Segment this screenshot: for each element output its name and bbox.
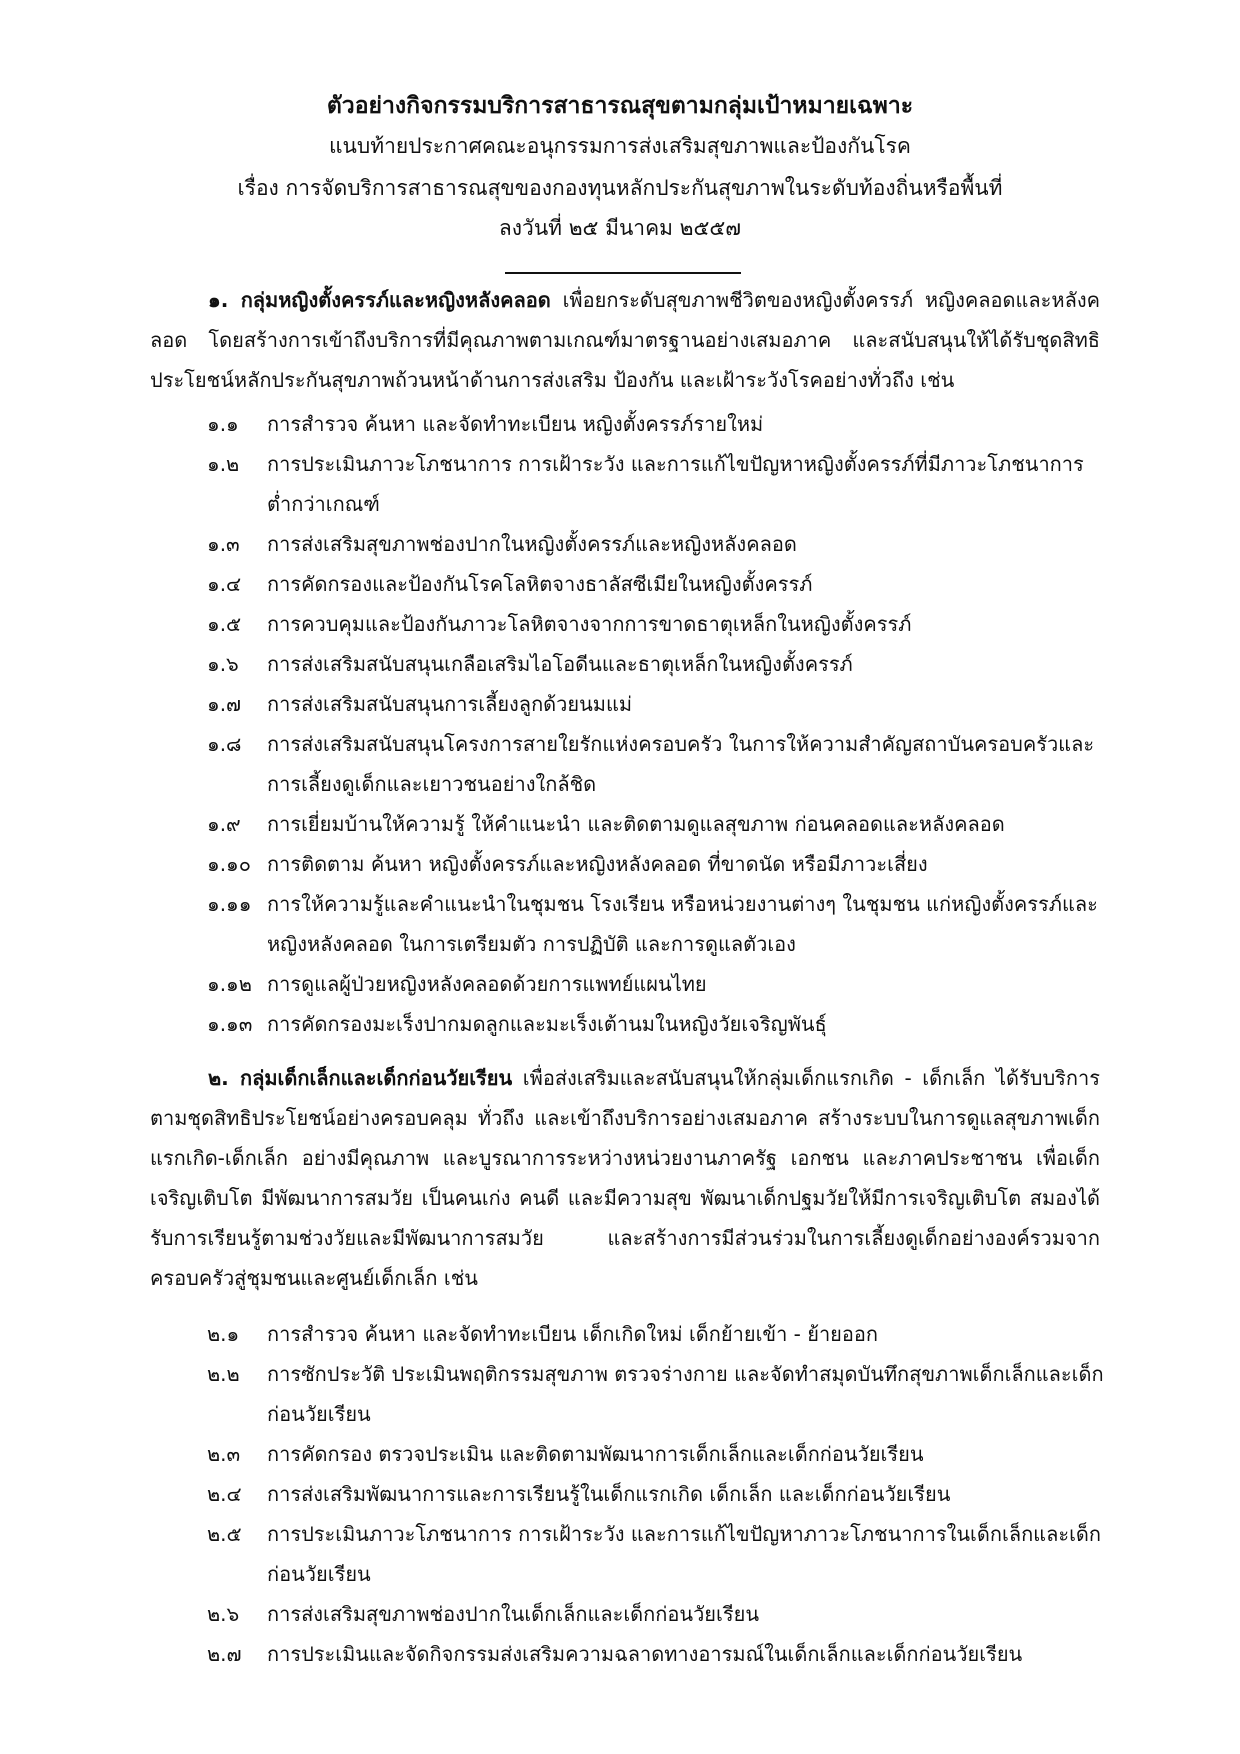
item-number: ๒.๒ xyxy=(207,1362,240,1386)
item-text: การคัดกรองและป้องกันโรคโลหิตจางธาลัสซีเมียในหญิงตั้งครรภ์ xyxy=(267,572,813,596)
item-text: การส่งเสริมสนับสนุนเกลือเสริมไอโอดีนและธาตุเหล็กในหญิงตั้งครรภ์ xyxy=(267,652,853,676)
item-text: การส่งเสริมสุขภาพช่องปากในเด็กเล็กและเด็กก่อนวัยเรียน xyxy=(267,1602,759,1626)
item-number: ๒.๑ xyxy=(207,1322,240,1346)
item-number: ๑.๙ xyxy=(207,812,241,836)
section-1-body: เพื่อยกระดับสุขภาพชีวิตของหญิงตั้งครรภ์ หญิงคลอดและหลังคลอด โดยสร้างการเข้าถึงบริการที่มีคุณภาพตามเกณฑ์มาตรฐานอย่างเสมอภาค และสนับสนุนให้ได้รับชุดสิทธิประโยชน์หลักประกันสุขภาพถ้วนหน้าด้านการส่งเสริม ป้องกัน และเฝ้าระวังโรคอย่างทั่วถึง เช่น xyxy=(150,288,1100,392)
item-text: การควบคุมและป้องกันภาวะโลหิตจางจากการขาดธาตุเหล็กในหญิงตั้งครรภ์ xyxy=(267,612,912,636)
item-number: ๑.๕ xyxy=(207,612,242,636)
item-number: ๑.๓ xyxy=(207,532,240,556)
item-text: การประเมินภาวะโภชนาการ การเฝ้าระวัง และการแก้ไขปัญหาภาวะโภชนาการในเด็กเล็กและเด็กก่อนวัยเรียน xyxy=(267,1522,1102,1586)
item-text: การส่งเสริมพัฒนาการและการเรียนรู้ในเด็กแรกเกิด เด็กเล็ก และเด็กก่อนวัยเรียน xyxy=(267,1482,951,1506)
item-number: ๒.๗ xyxy=(207,1642,242,1666)
item-text: การส่งเสริมสนับสนุนการเลี้ยงลูกด้วยนมแม่ xyxy=(267,692,633,716)
item-text: การประเมินและจัดกิจกรรมส่งเสริมความฉลาดทางอารมณ์ในเด็กเล็กและเด็กก่อนวัยเรียน xyxy=(267,1642,1023,1666)
item-text: การสำรวจ ค้นหา และจัดทำทะเบียน หญิงตั้งครรภ์รายใหม่ xyxy=(267,412,764,436)
title-divider xyxy=(505,272,741,274)
section-2-heading: ๒. กลุ่มเด็กเล็กและเด็กก่อนวัยเรียน xyxy=(208,1066,513,1090)
item-text: การส่งเสริมสุขภาพช่องปากในหญิงตั้งครรภ์และหญิงหลังคลอด xyxy=(267,532,797,556)
item-number: ๑.๒ xyxy=(207,452,240,476)
item-text: การซักประวัติ ประเมินพฤติกรรมสุขภาพ ตรวจร่างกาย และจัดทำสมุดบันทึกสุขภาพเด็กเล็กและเด็กก่อนวัยเรียน xyxy=(267,1362,1104,1426)
item-number: ๑.๑ xyxy=(207,412,239,436)
item-number: ๑.๑๓ xyxy=(207,1012,253,1036)
item-number: ๑.๖ xyxy=(207,652,239,676)
item-text: การคัดกรอง ตรวจประเมิน และติดตามพัฒนาการเด็กเล็กและเด็กก่อนวัยเรียน xyxy=(267,1442,924,1466)
item-text: การติดตาม ค้นหา หญิงตั้งครรภ์และหญิงหลังคลอด ที่ขาดนัด หรือมีภาวะเสี่ยง xyxy=(267,852,928,876)
section-2-body: เพื่อส่งเสริมและสนับสนุนให้กลุ่มเด็กแรกเกิด - เด็กเล็ก ได้รับบริการตามชุดสิทธิประโยชน์อย่างครอบคลุม ทั่วถึง และเข้าถึงบริการอย่างเสมอภาค สร้างระบบในการดูแลสุขภาพเด็กแรกเกิด-เด็กเล็ก อย่างมีคุณภาพ และบูรณาการระหว่างหน่วยงานภาครัฐ เอกชน และภาคประชาชน เพื่อเด็กเจริญเติบโต มีพัฒนาการสมวัย เป็นคนเก่ง คนดี และมีความสุข พัฒนาเด็กปฐมวัยให้มีการเจริญเติบโต สมองได้รับการเรียนรู้ตามช่วงวัยและมีพัฒนาการสมวัย และสร้างการมีส่วนร่วมในการเลี้ยงดูเด็กอย่างองค์รวมจากครอบครัวสู่ชุมชนและศูนย์เด็กเล็ก เช่น xyxy=(150,1066,1101,1290)
section-1-paragraph xyxy=(150,280,1100,400)
item-text: การให้ความรู้และคำแนะนำในชุมชน โรงเรียน หรือหน่วยงานต่างๆ ในชุมชน แก่หญิงตั้งครรภ์และหญิงหลังคลอด ในการเตรียมตัว การปฏิบัติ และการดูแลตัวเอง xyxy=(267,892,1098,956)
subtitle-date: ลงวันที่ ๒๕ มีนาคม ๒๕๕๗ xyxy=(498,216,742,240)
item-number: ๒.๖ xyxy=(207,1602,240,1626)
item-number: ๑.๗ xyxy=(207,692,242,716)
item-number: ๑.๑๒ xyxy=(207,972,252,996)
item-number: ๑.๑๑ xyxy=(207,892,252,916)
section-1-heading: ๑. กลุ่มหญิงตั้งครรภ์และหญิงหลังคลอด xyxy=(208,288,551,312)
item-text: การส่งเสริมสนับสนุนโครงการสายใยรักแห่งครอบครัว ในการให้ความสำคัญสถาบันครอบครัวและการเลี้ยงดูเด็กและเยาวชนอย่างใกล้ชิด xyxy=(267,732,1095,796)
item-text: การประเมินภาวะโภชนาการ การเฝ้าระวัง และการแก้ไขปัญหาหญิงตั้งครรภ์ที่มีภาวะโภชนาการต่ำกว่าเกณฑ์ xyxy=(267,452,1084,516)
item-text: การเยี่ยมบ้านให้ความรู้ ให้คำแนะนำ และติดตามดูแลสุขภาพ ก่อนคลอดและหลังคลอด xyxy=(267,812,1005,836)
item-text: การดูแลผู้ป่วยหญิงหลังคลอดด้วยการแพทย์แผนไทย xyxy=(267,972,707,996)
section-2-paragraph xyxy=(150,1058,1100,1298)
item-number: ๒.๕ xyxy=(207,1522,242,1546)
item-number: ๒.๓ xyxy=(207,1442,241,1466)
page-title: ตัวอย่างกิจกรรมบริการสาธารณสุขตามกลุ่มเป้าหมายเฉพาะ xyxy=(326,93,914,119)
item-text: การสำรวจ ค้นหา และจัดทำทะเบียน เด็กเกิดใหม่ เด็กย้ายเข้า - ย้ายออก xyxy=(267,1322,879,1346)
item-number: ๒.๔ xyxy=(207,1482,242,1506)
item-text: การคัดกรองมะเร็งปากมดลูกและมะเร็งเต้านมในหญิงวัยเจริญพันธุ์ xyxy=(267,1012,827,1036)
item-number: ๑.๘ xyxy=(207,732,242,756)
subtitle-line-2: เรื่อง การจัดบริการสาธารณสุขของกองทุนหลักประกันสุขภาพในระดับท้องถิ่นหรือพื้นที่ xyxy=(237,176,1003,200)
item-number: ๑.๑๐ xyxy=(207,852,251,876)
item-number: ๑.๔ xyxy=(207,572,242,596)
subtitle-line-1: แนบท้ายประกาศคณะอนุกรรมการส่งเสริมสุขภาพและป้องกันโรค xyxy=(329,134,911,158)
